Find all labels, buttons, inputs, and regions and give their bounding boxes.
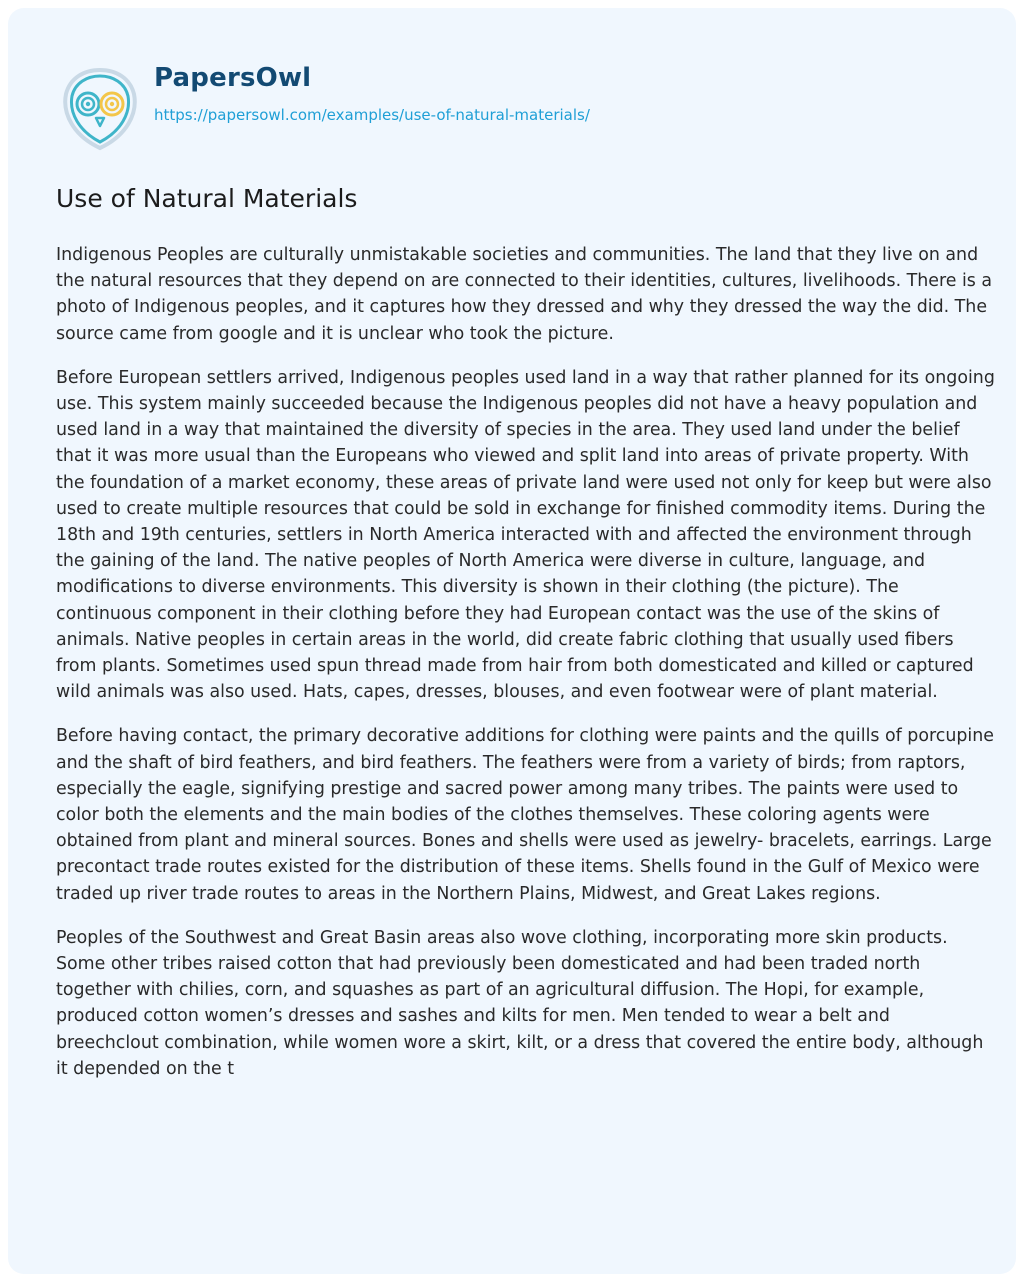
brand-block <box>154 58 590 126</box>
source-url-link[interactable]: https://papersowl.com/examples/use-of-natural-materials/ <box>154 106 590 124</box>
owl-shield-icon <box>50 58 150 158</box>
article-paragraph: Before European settlers arrived, Indigenous peoples used land in a way that rather planned for its ongoing use. This system mainly succeeded because the Indigenous peoples did not have a heavy population and used land in a way that maintained the diversity of species in the area. They used land under the belief that it was more usual than the Europeans who viewed and split land into areas of private property. With the foundation of a market economy, these areas of private land were used not only for keep but were also used to create multiple resources that could be sold in exchange for finished commodity items. During the 18th and 19th centuries, settlers in North America interacted with and affected the environment through the gaining of the land. The native peoples of North America were diverse in culture, language, and modifications to diverse environments. This diversity is shown in their clothing (the picture). The continuous component in their clothing before they had European contact was the use of the skins of animals. Native peoples in certain areas in the world, did create fabric clothing that usually used fibers from plants. Sometimes used spun thread made from hair from both domesticated and killed or captured wild animals was also used. Hats, capes, dresses, blouses, and even footwear were of plant material. <box>56 367 995 703</box>
brand-name[interactable]: PapersOwl <box>154 63 312 93</box>
header <box>50 58 590 158</box>
article-paragraph: Indigenous Peoples are culturally unmistakable societies and communities. The land that they live on and the natural resources that they depend on are connected to their identities, cultures, livelihoods. There is a photo of Indigenous peoples, and it captures how they dressed and why they dressed the way the did. The source came from google and it is unclear who took the picture. <box>56 245 993 344</box>
article-body <box>56 242 996 1100</box>
article-paragraph: Before having contact, the primary decorative additions for clothing were paints and the quills of porcupine and the shaft of bird feathers, and bird feathers. The feathers were from a variety of birds; from raptors, especially the eagle, signifying prestige and sacred power among many tribes. The paints were used to color both the elements and the main bodies of the clothes themselves. These coloring agents were obtained from plant and mineral sources. Bones and shells were used as jewelry- bracelets, earrings. Large precontact trade routes existed for the distribution of these items. Shells found in the Gulf of Mexico were traded up river trade routes to areas in the Northern Plains, Midwest, and Great Lakes regions. <box>56 726 994 904</box>
page-card <box>8 8 1016 1274</box>
article-title: Use of Natural Materials <box>56 184 358 213</box>
article-paragraph: Peoples of the Southwest and Great Basin areas also wove clothing, incorporating more skin products. Some other tribes raised cotton that had previously been domesticated and had been traded north together with chilies, corn, and squashes as part of an agricultural diffusion. The Hopi, for example, produced cotton women’s dresses and sashes and kilts for men. Men tended to wear a belt and breechclout combination, while women wore a skirt, kilt, or a dress that covered the entire body, although it depended on the t <box>56 927 984 1079</box>
